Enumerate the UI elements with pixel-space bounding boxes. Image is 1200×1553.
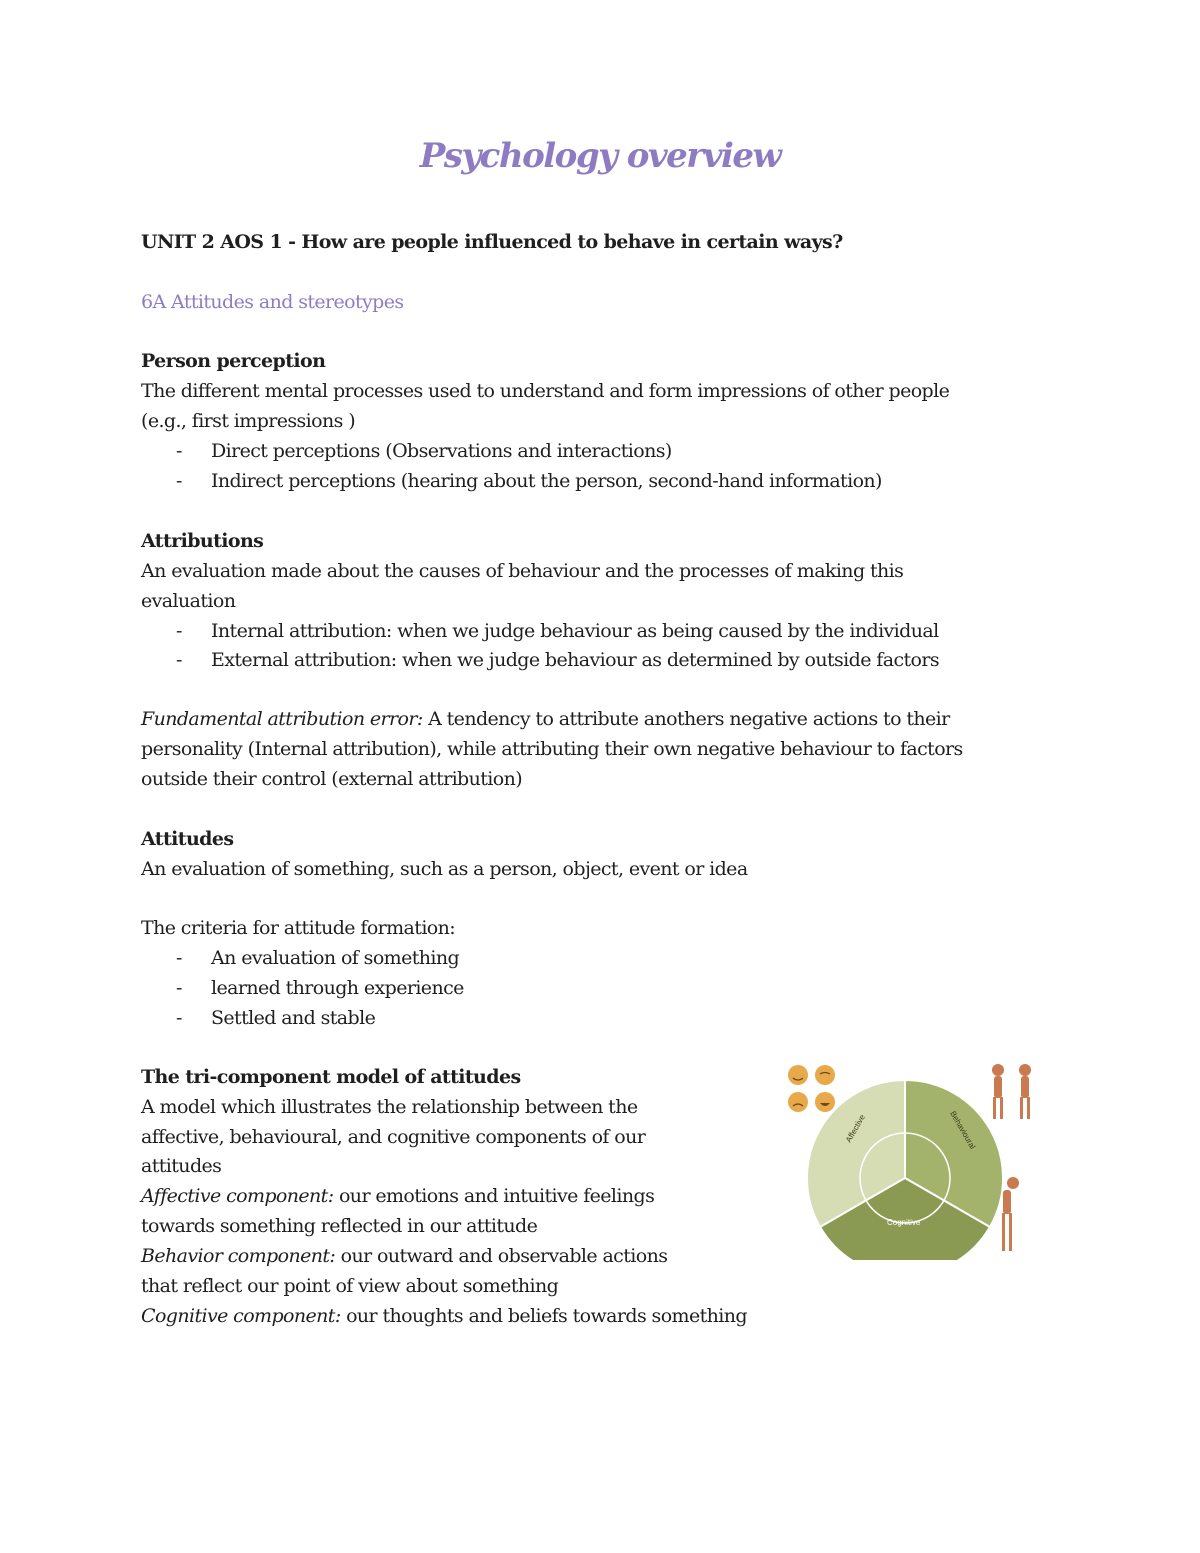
bullet-marker: - — [176, 947, 182, 969]
list-item — [176, 645, 939, 675]
section-heading: 6A Attitudes and stereotypes — [141, 291, 404, 313]
list-item — [176, 616, 939, 646]
behavior-line-2: that reflect our point of view about something — [141, 1275, 559, 1297]
list-item-text: External attribution: when we judge behaviour as determined by outside factors — [211, 649, 939, 671]
affective-line-2: towards something reflected in our attitude — [141, 1215, 538, 1237]
tri-model-text-1: A model which illustrates the relationship between the — [141, 1096, 638, 1118]
cognitive-text: our thoughts and beliefs towards something — [340, 1305, 747, 1327]
list-item-text: Direct perceptions (Observations and interactions) — [211, 440, 672, 462]
list-item-text: Settled and stable — [211, 1007, 376, 1029]
bullet-marker: - — [176, 470, 182, 492]
bullet-marker: - — [176, 440, 182, 462]
fae-text: A tendency to attribute anothers negative actions to their — [422, 708, 950, 730]
attitudes-heading: Attitudes — [141, 828, 234, 850]
behavioural-label: Behavioural — [948, 1109, 978, 1151]
bullet-marker: - — [176, 620, 182, 642]
list-item — [176, 943, 460, 973]
bullet-marker: - — [176, 977, 182, 999]
bullet-marker: - — [176, 649, 182, 671]
list-item — [176, 973, 464, 1003]
fae-line-2: personality (Internal attribution), while attributing their own negative behaviour to factors — [141, 738, 963, 760]
person-perception-heading: Person perception — [141, 350, 326, 372]
cognitive-term: Cognitive component: — [141, 1305, 341, 1327]
behavior-line-1 — [141, 1241, 667, 1271]
list-item — [176, 1003, 376, 1033]
fae-line-3: outside their control (external attribution) — [141, 768, 523, 790]
attributions-heading: Attributions — [141, 530, 264, 552]
tri-model-text-2: affective, behavioural, and cognitive components of our — [141, 1126, 646, 1148]
person-perception-text-1: The different mental processes used to understand and form impressions of other people — [141, 380, 950, 402]
affective-line-1 — [141, 1181, 654, 1211]
list-item-text: Internal attribution: when we judge behaviour as being caused by the individual — [211, 620, 939, 642]
attributions-text-2: evaluation — [141, 590, 236, 612]
list-item — [176, 466, 882, 496]
list-item-text: Indirect perceptions (hearing about the person, second-hand information) — [211, 470, 882, 492]
behavior-term: Behavior component: — [141, 1245, 336, 1267]
unit-heading: UNIT 2 AOS 1 - How are people influenced to behave in certain ways? — [141, 231, 843, 253]
affective-text: our emotions and intuitive feelings — [333, 1185, 655, 1207]
criteria-intro: The criteria for attitude formation: — [141, 917, 456, 939]
tri-model-text-3: attitudes — [141, 1155, 222, 1177]
attitudes-definition: An evaluation of something, such as a person, object, event or idea — [141, 858, 748, 880]
list-item-text: learned through experience — [211, 977, 464, 999]
tri-component-diagram — [780, 1055, 1050, 1260]
fae-line-1 — [141, 704, 950, 734]
attributions-text-1: An evaluation made about the causes of behaviour and the processes of making this — [141, 560, 904, 582]
tri-model-heading: The tri-component model of attitudes — [141, 1066, 521, 1088]
affective-term: Affective component: — [141, 1185, 334, 1207]
cognitive-label: Cognitive — [887, 1218, 921, 1227]
affective-label: Affective — [843, 1113, 868, 1144]
list-item-text: An evaluation of something — [211, 947, 460, 969]
emotion-faces-icon — [788, 1065, 835, 1112]
fae-term: Fundamental attribution error: — [141, 708, 423, 730]
list-item — [176, 436, 672, 466]
page-title: Psychology overview — [419, 136, 781, 176]
cognitive-line-1 — [141, 1301, 747, 1331]
bullet-marker: - — [176, 1007, 182, 1029]
behavior-text: our outward and observable actions — [335, 1245, 668, 1267]
person-perception-text-2: (e.g., first impressions ) — [141, 410, 356, 432]
